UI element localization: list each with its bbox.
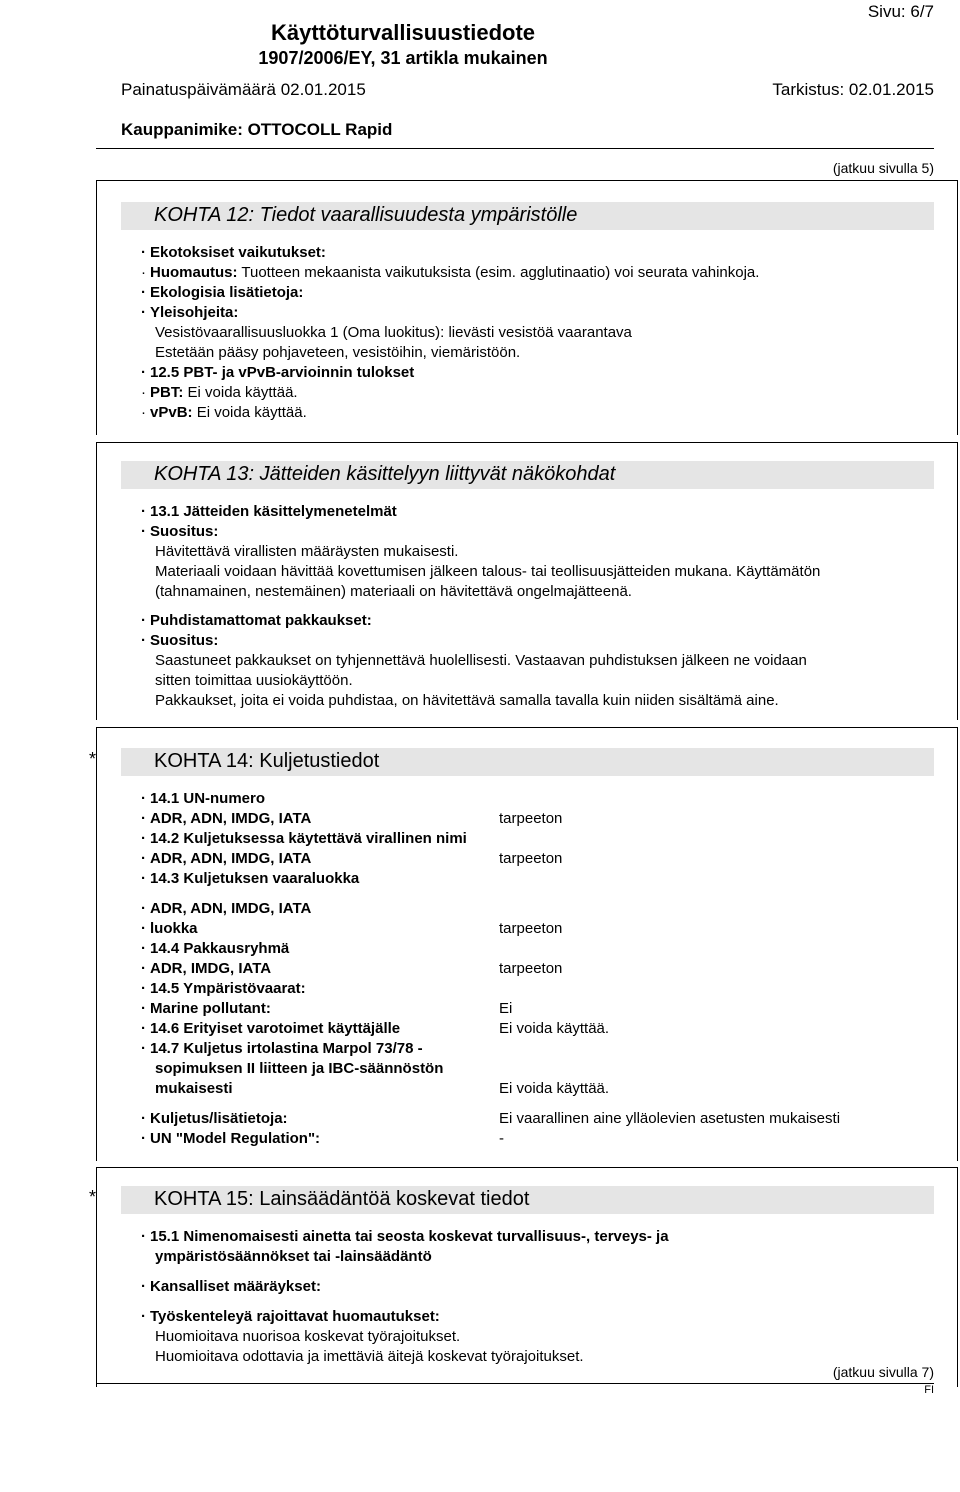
document-subtitle: 1907/2006/EY, 31 artikla mukainen bbox=[258, 48, 548, 68]
model-regulation-value: - bbox=[499, 1130, 504, 1147]
eco-info-label: · Ekologisia lisätietoja: bbox=[141, 284, 304, 301]
un-number-label: · 14.1 UN-numero bbox=[141, 790, 266, 807]
marine-pollutant-value: Ei bbox=[499, 1000, 513, 1017]
pbt-line: · PBT: Ei voida käyttää. bbox=[141, 384, 298, 401]
regulations-heading-1: · 15.1 Nimenomaisesti ainetta tai seosta koskevat turvallisuus-, terveys- ja bbox=[141, 1228, 669, 1245]
general-label: · Yleisohjeita: bbox=[141, 304, 239, 321]
note-line: · Huomautus: Tuotteen mekaanista vaikutuksista (esim. agglutinaatio) voi seurata vahinkoja. bbox=[141, 264, 760, 281]
trade-name: Kauppanimike: OTTOCOLL Rapid bbox=[121, 120, 393, 139]
shipping-name-modes: · ADR, ADN, IMDG, IATA bbox=[141, 850, 312, 867]
model-regulation-label: · UN "Model Regulation": bbox=[141, 1130, 321, 1147]
packing-group-modes: · ADR, IMDG, IATA bbox=[141, 960, 272, 977]
continued-from: (jatkuu sivulla 5) bbox=[832, 160, 934, 176]
transport-info-value: Ei vaarallinen aine ylläolevien asetusten mukaisesti bbox=[499, 1110, 841, 1127]
waste-methods-heading: · 13.1 Jätteiden käsittelymenetelmät bbox=[141, 503, 397, 520]
section-15-heading: KOHTA 15: Lainsäädäntöä koskevat tiedot bbox=[121, 1186, 934, 1214]
section-12-heading: KOHTA 12: Tiedot vaarallisuudesta ympäristölle bbox=[121, 202, 934, 230]
maternity-restrictions: Huomioitava odottavia ja imettäviä äitejä koskevat työrajoitukset. bbox=[155, 1348, 584, 1365]
bulk-transport-label-3: mukaisesti bbox=[155, 1080, 233, 1097]
hazard-class-modes: · ADR, ADN, IMDG, IATA bbox=[141, 900, 312, 917]
continued-to: (jatkuu sivulla 7) bbox=[832, 1364, 934, 1380]
class-label: · luokka bbox=[141, 920, 198, 937]
section-13-heading: KOHTA 13: Jätteiden käsittelyyn liittyvät näkökohdat bbox=[121, 461, 934, 489]
footer-divider bbox=[96, 1383, 934, 1384]
packing-group-value: tarpeeton bbox=[499, 960, 563, 977]
header-divider bbox=[96, 148, 934, 149]
shipping-name-label: · 14.2 Kuljetuksessa käytettävä virallinen nimi bbox=[141, 830, 467, 847]
un-number-value: tarpeeton bbox=[499, 810, 563, 827]
revision-marker-15: * bbox=[89, 1187, 97, 1207]
marine-pollutant-label: · Marine pollutant: bbox=[141, 1000, 271, 1017]
hazard-class-label: · 14.3 Kuljetuksen vaaraluokka bbox=[141, 870, 360, 887]
bulk-transport-label-1: · 14.7 Kuljetus irtolastina Marpol 73/78 - bbox=[141, 1040, 423, 1057]
bulk-transport-value: Ei voida käyttää. bbox=[499, 1080, 610, 1097]
env-hazards-label: · 14.5 Ympäristövaarat: bbox=[141, 980, 306, 997]
recommendation-label-2: · Suositus: bbox=[141, 632, 219, 649]
waste-text-2: Materiaali voidaan hävittää kovettumisen jälkeen talous- tai teollisuusjätteiden mukana. Käyttämätön bbox=[155, 563, 821, 580]
water-hazard-class: Vesistövaarallisuusluokka 1 (Oma luokitus): lievästi vesistöä vaarantava bbox=[155, 324, 632, 341]
revision-marker-14: * bbox=[89, 749, 97, 769]
national-regulations-label: · Kansalliset määräykset: bbox=[141, 1278, 321, 1295]
uncleaned-packaging-label: · Puhdistamattomat pakkaukset: bbox=[141, 612, 372, 629]
vpvb-line: · vPvB: Ei voida käyttää. bbox=[141, 404, 307, 421]
pbt-heading: · 12.5 PBT- ja vPvB-arvioinnin tulokset bbox=[141, 364, 415, 381]
regulations-heading-2: ympäristösäännökset tai -lainsäädäntö bbox=[155, 1248, 432, 1265]
waste-text-3: (tahnamainen, nestemäinen) materiaali on hävitettävä ongelmajätteenä. bbox=[155, 583, 632, 600]
page-number: Sivu: 6/7 bbox=[867, 2, 934, 21]
ecotox-label: · Ekotoksiset vaikutukset: bbox=[141, 244, 326, 261]
bulk-transport-label-2: sopimuksen II liitteen ja IBC-säännöstön bbox=[155, 1060, 444, 1077]
transport-info-label: · Kuljetus/lisätietoja: bbox=[141, 1110, 288, 1127]
section-14-heading: KOHTA 14: Kuljetustiedot bbox=[121, 748, 934, 776]
special-precautions-label: · 14.6 Erityiset varotoimet käyttäjälle bbox=[141, 1020, 401, 1037]
print-date: Painatuspäivämäärä 02.01.2015 bbox=[121, 80, 366, 99]
recommendation-label: · Suositus: bbox=[141, 523, 219, 540]
revision-date: Tarkistus: 02.01.2015 bbox=[772, 80, 934, 99]
special-precautions-value: Ei voida käyttää. bbox=[499, 1020, 610, 1037]
prevent-entry: Estetään pääsy pohjaveteen, vesistöihin, viemäristöön. bbox=[155, 344, 521, 361]
packing-group-label: · 14.4 Pakkausryhmä bbox=[141, 940, 290, 957]
class-value: tarpeeton bbox=[499, 920, 563, 937]
packaging-text-1: Saastuneet pakkaukset on tyhjennettävä huolellisesti. Vastaavan puhdistuksen jälkeen ne voidaan bbox=[155, 652, 807, 669]
work-restrictions-label: · Työskenteleyä rajoittavat huomautukset: bbox=[141, 1308, 440, 1325]
waste-text-1: Hävitettävä virallisten määräysten mukaisesti. bbox=[155, 543, 459, 560]
language-code: FI bbox=[924, 1384, 934, 1396]
shipping-name-value: tarpeeton bbox=[499, 850, 563, 867]
document-title: Käyttöturvallisuustiedote bbox=[270, 20, 536, 45]
packaging-text-3: Pakkaukset, joita ei voida puhdistaa, on hävitettävä samalla tavalla kuin niiden sisältämä aine. bbox=[155, 692, 779, 709]
un-number-modes: · ADR, ADN, IMDG, IATA bbox=[141, 810, 312, 827]
packaging-text-2: sitten toimittaa uusiokäyttöön. bbox=[155, 672, 353, 689]
youth-restrictions: Huomioitava nuorisoa koskevat työrajoitukset. bbox=[155, 1328, 461, 1345]
